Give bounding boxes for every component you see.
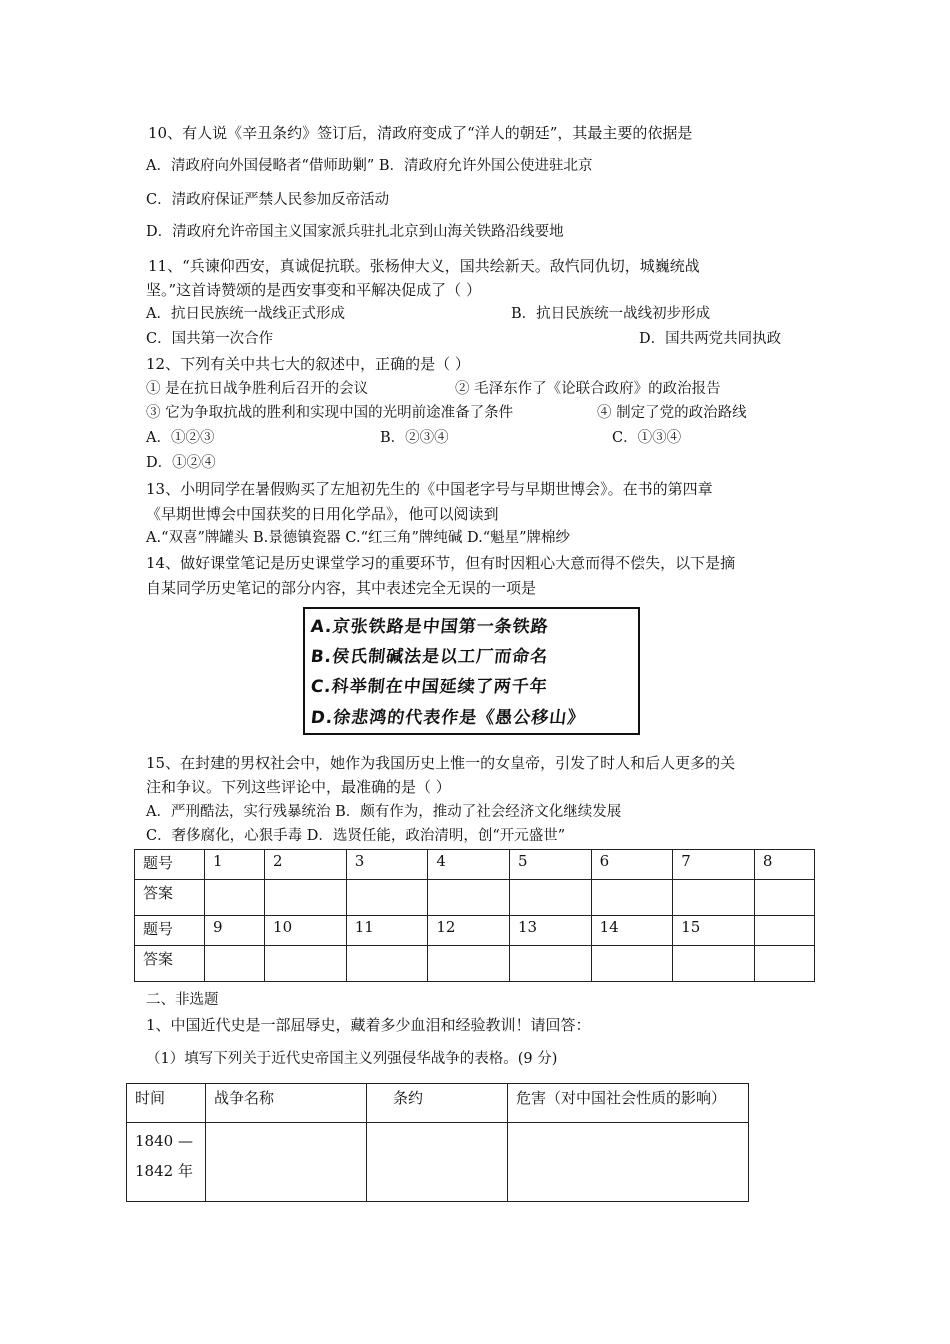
q15-stem-line1: 15、在封建的男权社会中，她作为我国历史上惟一的女皇帝，引发了时人和后人更多的关 bbox=[146, 754, 736, 772]
time-start: 1840 — bbox=[135, 1132, 193, 1150]
note-c: C.科举制在中国延续了两千年 bbox=[309, 677, 549, 697]
q14-stem-line2: 自某同学历史笔记的部分内容，其中表述完全无误的一项是 bbox=[146, 579, 537, 597]
answer-cell[interactable] bbox=[591, 946, 673, 982]
answer-cell[interactable] bbox=[346, 946, 428, 982]
q15-options-cd: C．奢侈腐化，心狠手毒 D．选贤任能，政治清明，创“开元盛世” bbox=[146, 828, 566, 844]
header-time: 时间 bbox=[127, 1084, 206, 1123]
row-label: 答案 bbox=[135, 880, 205, 916]
answer-cell[interactable] bbox=[205, 946, 265, 982]
answer-cell[interactable] bbox=[428, 880, 510, 916]
q15-options-ab: A．严刑酷法，实行残暴统治 B．颇有作为，推动了社会经济文化继续发展 bbox=[146, 804, 622, 820]
q13-stem-line1: 13、小明同学在暑假购买了左旭初先生的《中国老字号与早期世博会》。在书的第四章 bbox=[146, 480, 713, 498]
q10-option-ab: A．清政府向外国侵略者“借师助剿” B．清政府允许外国公使进驻北京 bbox=[146, 158, 593, 174]
answer-cell[interactable] bbox=[265, 880, 347, 916]
header-treaty: 条约 bbox=[367, 1084, 508, 1123]
q12-option-a: A．①②③ bbox=[146, 430, 215, 446]
q10-option-d: D．清政府允许帝国主义国家派兵驻扎北京到山海关铁路沿线要地 bbox=[146, 224, 564, 240]
table-row bbox=[127, 1123, 749, 1202]
section2-heading: 二、非选题 bbox=[146, 992, 219, 1008]
q14-stem-line1: 14、做好课堂笔记是历史课堂学习的重要环节，但有时因粗心大意而得不偿失，以下是摘 bbox=[146, 554, 736, 572]
q11-option-a: A．抗日民族统一战线正式形成 bbox=[146, 306, 345, 322]
war-table bbox=[126, 1083, 749, 1202]
table-row bbox=[127, 1084, 749, 1123]
q12-item-4: ④ 制定了党的政治路线 bbox=[597, 405, 747, 421]
q12-option-b: B．②③④ bbox=[380, 430, 449, 446]
answer-table bbox=[134, 849, 815, 982]
q12-item-2: ② 毛泽东作了《论联合政府》的政治报告 bbox=[455, 381, 721, 397]
q11-stem-line1: 11、“兵谏仰西安，真诚促抗联。张杨伸大义，国共绘新天。敌忾同仇切，城巍统战 bbox=[148, 257, 700, 275]
answer-cell[interactable] bbox=[591, 880, 673, 916]
q11-option-c: C．国共第一次合作 bbox=[146, 331, 274, 347]
question-number: 8 bbox=[754, 850, 814, 880]
section2-q1-part1: （1）填写下列关于近代史帝国主义列强侵华战争的表格。(9 分) bbox=[146, 1051, 558, 1067]
answer-cell[interactable] bbox=[673, 880, 755, 916]
question-number: 10 bbox=[265, 916, 347, 946]
answer-cell[interactable] bbox=[265, 946, 347, 982]
q10-option-c: C．清政府保证严禁人民参加反帝活动 bbox=[146, 192, 390, 208]
row-label: 题号 bbox=[135, 850, 205, 880]
table-row bbox=[135, 880, 815, 916]
answer-cell[interactable] bbox=[367, 1123, 508, 1202]
answer-cell[interactable] bbox=[509, 880, 591, 916]
q12-option-d: D．①②④ bbox=[146, 455, 216, 471]
note-a: A.京张铁路是中国第一条铁路 bbox=[309, 617, 550, 637]
table-row bbox=[135, 946, 815, 982]
answer-cell[interactable] bbox=[754, 880, 814, 916]
question-number: 3 bbox=[346, 850, 428, 880]
note-d: D.徐悲鸿的代表作是《愚公移山》 bbox=[309, 708, 587, 728]
q13-stem-line2: 《早期世博会中国获奖的日用化学品》，他可以阅读到 bbox=[146, 505, 499, 523]
question-number bbox=[754, 916, 814, 946]
answer-cell[interactable] bbox=[673, 946, 755, 982]
question-number: 14 bbox=[591, 916, 673, 946]
q11-option-b: B．抗日民族统一战线初步形成 bbox=[511, 306, 711, 322]
q12-item-3: ③ 它为争取抗战的胜利和实现中国的光明前途准备了条件 bbox=[146, 405, 514, 421]
answer-cell[interactable] bbox=[206, 1123, 367, 1202]
q11-stem-line2: 坚。”这首诗赞颂的是西安事变和平解决促成了（ ） bbox=[146, 281, 481, 299]
q13-options: A.“双喜”牌罐头 B.景德镇瓷器 C.“红三角”牌纯碱 D.“魁星”牌棉纱 bbox=[146, 530, 571, 546]
answer-cell[interactable] bbox=[346, 880, 428, 916]
q12-option-c: C．①③④ bbox=[612, 430, 682, 446]
table-row bbox=[135, 916, 815, 946]
question-number: 6 bbox=[591, 850, 673, 880]
q12-stem: 12、下列有关中共七大的叙述中，正确的是（ ） bbox=[146, 355, 470, 373]
answer-cell[interactable] bbox=[205, 880, 265, 916]
section2-q1-intro: 1、中国近代史是一部屈辱史，藏着多少血泪和经验教训！请回答： bbox=[146, 1016, 591, 1034]
row-label: 题号 bbox=[135, 916, 205, 946]
header-impact: 危害（对中国社会性质的影响） bbox=[508, 1084, 749, 1123]
question-number: 11 bbox=[346, 916, 428, 946]
question-number: 13 bbox=[509, 916, 591, 946]
q11-option-d: D．国共两党共同执政 bbox=[639, 331, 782, 347]
answer-cell[interactable] bbox=[509, 946, 591, 982]
q10-stem: 10、有人说《辛丑条约》签订后，清政府变成了“洋人的朝廷”，其最主要的依据是 bbox=[148, 124, 693, 142]
answer-cell[interactable] bbox=[428, 946, 510, 982]
answer-cell[interactable] bbox=[508, 1123, 749, 1202]
question-number: 12 bbox=[428, 916, 510, 946]
answer-cell[interactable] bbox=[754, 946, 814, 982]
row-label: 答案 bbox=[135, 946, 205, 982]
question-number: 4 bbox=[428, 850, 510, 880]
q15-stem-line2: 注和争议。下列这些评论中，最准确的是（ ） bbox=[146, 778, 451, 796]
question-number: 2 bbox=[265, 850, 347, 880]
q12-item-1: ① 是在抗日战争胜利后召开的会议 bbox=[146, 381, 369, 397]
table-row bbox=[135, 850, 815, 880]
question-number: 15 bbox=[673, 916, 755, 946]
question-number: 9 bbox=[205, 916, 265, 946]
question-number: 1 bbox=[205, 850, 265, 880]
question-number: 5 bbox=[509, 850, 591, 880]
handwritten-notes-image bbox=[303, 607, 640, 735]
note-b: B.侯氏制碱法是以工厂而命名 bbox=[309, 647, 550, 667]
time-end: 1842 年 bbox=[135, 1162, 193, 1180]
row-time bbox=[127, 1123, 206, 1202]
question-number: 7 bbox=[673, 850, 755, 880]
header-war-name: 战争名称 bbox=[206, 1084, 367, 1123]
